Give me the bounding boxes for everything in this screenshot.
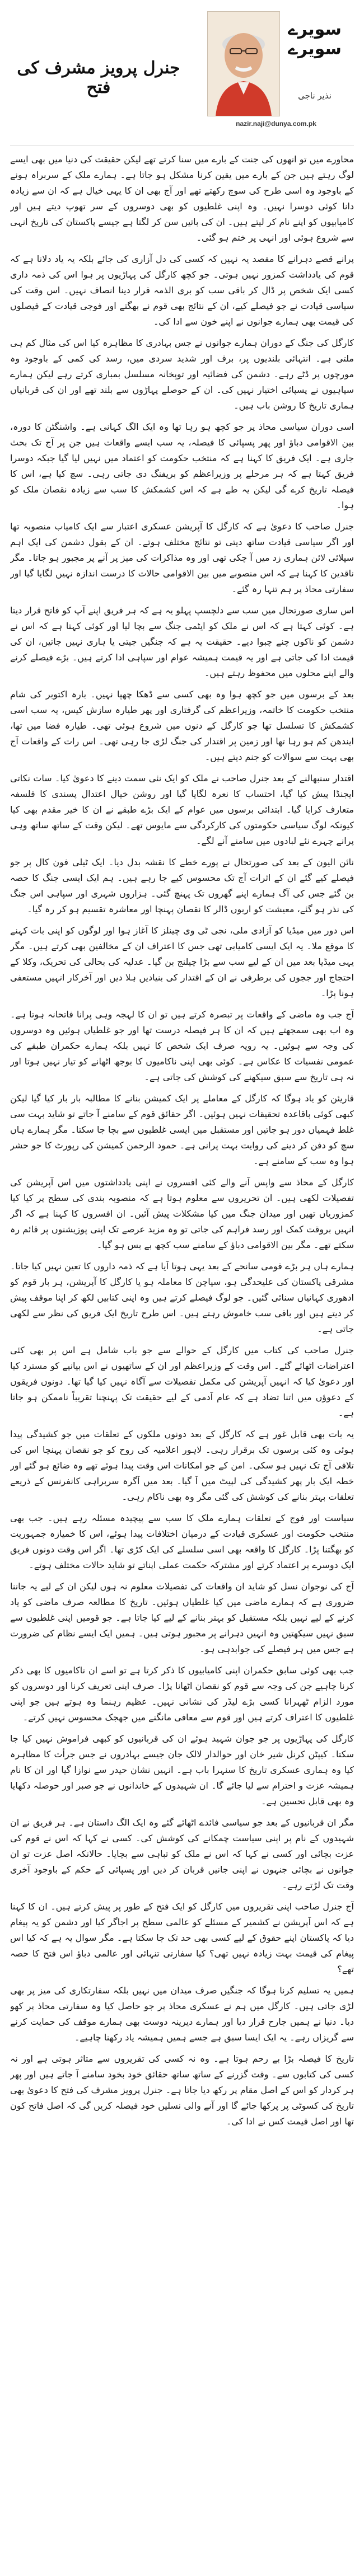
article-paragraph: اسی دوران سیاسی محاذ پر جو کچھ ہو رہا تھا وہ ایک الگ کہانی ہے۔ واشنگٹن کا دورہ، بین الاقوامی دباؤ اور پھر پسپائی کا فیصلہ، یہ سب ایسے واقعات ہیں جن پر آج تک بحث جاری ہے۔ ایک فریق کا کہنا ہے کہ منتخب حکومت کو اعتماد میں نہیں لیا گیا جبکہ دوسرا فریق کہتا ہے کہ ہر مرحلے پر وزیراعظم کو بریفنگ دی جاتی رہی۔ سچ کیا ہے، اس کا فیصلہ تاریخ کرے گی لیکن یہ طے ہے کہ اس کشمکش کا سب سے زیادہ نقصان ملک کو ہوا۔ (10, 421, 354, 510)
article-title: جنرل پرویز مشرف کی فتح (17, 58, 180, 98)
author-email: nazir.naji@dunya.com.pk (236, 120, 316, 128)
column-header (10, 6, 354, 146)
article-paragraph: قاریئن کو یاد ہوگا کہ کارگل کے معاملے پر ایک کمیشن بنانے کا مطالبہ بار بار کیا گیا لیکن کبھی کوئی باقاعدہ تحقیقات نہیں ہوئیں۔ اگر حقائق قوم کے سامنے آ جاتے تو شاید بہت سی غلط فہمیاں دور ہو جاتیں اور مستقبل میں ایسی غلطیوں سے بچا جا سکتا۔ مگر ہمارے ہاں سچ کو دفن کر دینے کی روایت بہت پرانی ہے۔ حمود الرحمن کمیشن کی رپورٹ کا جو حشر ہوا وہ سب کے سامنے ہے۔ (10, 1093, 354, 1166)
article-paragraph: کارگل کی جنگ کے دوران ہمارے جوانوں نے جس بہادری کا مظاہرہ کیا اس کی مثال کم ہی ملتی ہے۔ انتہائی بلندیوں پر، برف اور شدید سردی میں، رسد کی کمی کے باوجود وہ مورچوں پر ڈٹے رہے۔ دشمن کی فضائیہ اور توپخانہ مسلسل بمباری کرتے رہے لیکن ہمارے سپاہیوں نے پسپائی اختیار نہیں کی۔ ان کے حوصلے پہاڑوں سے بلند تھے اور ان کی قربانیاں ہماری تاریخ کا روشن باب ہیں۔ (10, 337, 354, 411)
article-paragraph: محاورے میں تو انھوں کی جنت کے بارے میں سنا کرتے تھے لیکن حقیقت کی دنیا میں بھی ایسے لوگ رہتے ہیں جن کے بارے میں یقین کرنا مشکل ہو جاتا ہے۔ ہمارے ملک کے سربراہ ہونے کے باوجود وہ اسی طرح کی سوچ رکھتے تھے اور آج بھی ان کا یہی خیال ہے کہ ان سے زیادہ دانا کوئی دوسرا نہیں۔ وہ اپنی غلطیوں کو بھی دوسروں کے سر تھوپ دیتے ہیں اور کامیابیوں کو اپنے نام کر لیتے ہیں۔ ان کی باتیں سن کر لگتا ہے جیسے پاکستان کی تاریخ انہی سے شروع ہوئی اور انہی پر ختم ہو گئی۔ (10, 154, 354, 243)
author-portrait (207, 11, 280, 116)
column-name-line2: سویرے (288, 39, 342, 59)
article-paragraph: نائن الیون کے بعد کی صورتحال نے پورے خطے کا نقشہ بدل دیا۔ ایک ٹیلی فون کال پر جو فیصلے کیے گئے ان کے اثرات آج تک محسوس کیے جا رہے ہیں۔ ہم ایک ایسی جنگ کا حصہ بن گئے جس کی آگ ہمارے اپنے گھروں تک پہنچ گئی۔ ہزاروں شہری اور سپاہی اس جنگ کی نذر ہو گئے، معیشت کو اربوں ڈالر کا نقصان پہنچا اور معاشرہ تقسیم ہو کر رہ گیا۔ (10, 857, 354, 914)
author-block (203, 8, 349, 142)
article-paragraph: جنرل صاحب کا دعویٰ ہے کہ کارگل کا آپریشن عسکری اعتبار سے ایک کامیاب منصوبہ تھا اور اگر سیاسی قیادت ساتھ دیتی تو نتائج مختلف ہوتے۔ ان کے بقول دشمن کی ایک اہم سپلائی لائن ہماری زد میں آ چکی تھی اور وہ مذاکرات کی میز پر آنے پر مجبور ہو جاتا۔ مگر ناقدین کا کہنا ہے کہ اس منصوبے میں بین الاقوامی حالات کا درست اندازہ نہیں لگایا گیا اور سفارتی محاذ پر ہم تنہا رہ گئے۔ (10, 521, 354, 594)
article-paragraph: پرانے قصے دہرانے کا مقصد یہ نہیں کہ کسی کی دل آزاری کی جائے بلکہ یہ یاد دلانا ہے کہ قوم کی یادداشت کمزور نہیں ہوتی۔ جو کچھ کارگل کی پہاڑیوں پر ہوا اس کی ذمہ داری کسی ایک شخص پر ڈال کر باقی سب کو بری الذمہ قرار دینا انصاف نہیں۔ اس وقت کی سیاسی قیادت نے جو فیصلے کیے، ان کے نتائج بھی قوم نے بھگتے اور فوجی قیادت کے فیصلوں کی قیمت بھی ہمارے جوانوں نے اپنے خون سے ادا کی۔ (10, 254, 354, 327)
article-paragraph: ہمیں یہ تسلیم کرنا ہوگا کہ جنگیں صرف میدان میں نہیں بلکہ سفارتکاری کی میز پر بھی لڑی جاتی ہیں۔ کارگل میں ہم نے عسکری محاذ پر جو حاصل کیا وہ سفارتی محاذ پر کھو دیا۔ دنیا نے ہمیں جارح قرار دیا اور ہمارے دیرینہ دوست بھی ہمارے موقف کی حمایت کرنے سے گریزاں رہے۔ یہ ایک ایسا سبق ہے جسے ہمیں ہمیشہ یاد رکھنا چاہیے۔ (10, 1985, 354, 2043)
column-name-line1: سویرے (288, 20, 342, 39)
article-paragraph: آج جب وہ ماضی کے واقعات پر تبصرہ کرتے ہیں تو ان کا لہجہ وہی پرانا فاتحانہ ہوتا ہے۔ وہ اب بھی سمجھتے ہیں کہ ان کا ہر فیصلہ درست تھا اور جو غلطیاں ہوئیں وہ دوسروں کی وجہ سے ہوئیں۔ یہ رویہ صرف ایک شخص کا نہیں بلکہ ہمارے حکمران طبقے کی عمومی نفسیات کا عکاس ہے۔ کوئی بھی اپنی ناکامیوں کا بوجھ اٹھانے کو تیار نہیں ہوتا اور نہ ہی تاریخ سے سبق سیکھنے کی کوشش کی جاتی ہے۔ (10, 1009, 354, 1082)
article-paragraph: اقتدار سنبھالنے کے بعد جنرل صاحب نے ملک کو ایک نئی سمت دینے کا دعویٰ کیا۔ سات نکاتی ایجنڈا پیش کیا گیا، احتساب کا نعرہ لگایا گیا اور روشن خیال اعتدال پسندی کا فلسفہ متعارف کرایا گیا۔ ابتدائی برسوں میں عوام کے ایک بڑے طبقے نے ان کا خیر مقدم بھی کیا کیونکہ لوگ سیاسی حکومتوں کی کارکردگی سے مایوس تھے۔ لیکن وقت کے ساتھ ساتھ وہی پرانے چہرے نئے لبادوں میں سامنے آنے لگے۔ (10, 773, 354, 846)
column-name (282, 20, 347, 59)
article-paragraph: آج کی نوجوان نسل کو شاید ان واقعات کی تفصیلات معلوم نہ ہوں لیکن ان کے لیے یہ جاننا ضروری ہے کہ ہمارے ماضی میں کیا غلطیاں ہوئیں۔ تاریخ کا مطالعہ صرف ماضی کو یاد کرنے کے لیے نہیں بلکہ مستقبل کو بہتر بنانے کے لیے کیا جاتا ہے۔ جو قومیں اپنی غلطیوں سے سبق نہیں سیکھتیں وہ انہیں دہرانے پر مجبور ہوتی ہیں۔ ہمیں ایک ایسے نظام کی ضرورت ہے جس میں ہر فیصلے کی جوابدہی ہو۔ (10, 1581, 354, 1654)
article-paragraph: اس ساری صورتحال میں سب سے دلچسپ پہلو یہ ہے کہ ہر فریق اپنے آپ کو فاتح قرار دیتا ہے۔ کوئی کہتا ہے کہ اس نے ملک کو ایٹمی جنگ سے بچا لیا اور کوئی کہتا ہے کہ اس نے دشمن کو ناکوں چنے چبوا دیے۔ حقیقت یہ ہے کہ جنگیں جیتی یا ہاری نہیں جاتیں، ان کی قیمت ادا کی جاتی ہے اور یہ قیمت ہمیشہ عوام اور سپاہی ادا کرتے ہیں۔ بڑے فیصلے کرنے والے اپنے محلوں میں محفوظ رہتے ہیں۔ (10, 605, 354, 678)
article-paragraph: اس دور میں میڈیا کو آزادی ملی، نجی ٹی وی چینلز کا آغاز ہوا اور لوگوں کو اپنی بات کہنے کا موقع ملا۔ یہ ایک ایسی کامیابی تھی جس کا اعتراف ان کے مخالفین بھی کرتے ہیں۔ مگر یہی میڈیا بعد میں ان کے لیے سب سے بڑا چیلنج بن گیا۔ عدلیہ کی بحالی کی تحریک، وکلا کے احتجاج اور ججوں کی برطرفی نے ان کے اقتدار کی بنیادیں ہلا دیں اور آخرکار انہیں مستعفی ہونا پڑا۔ (10, 925, 354, 998)
article-paragraph: مگر ان قربانیوں کے بعد جو سیاسی فائدے اٹھائے گئے وہ ایک الگ داستان ہے۔ ہر فریق نے ان شہیدوں کے نام پر اپنی سیاست چمکانے کی کوشش کی۔ کسی نے کہا کہ اس نے قوم کی عزت بچائی اور کسی نے کہا کہ اس نے ملک کو تباہی سے بچایا۔ حالانکہ اصل عزت تو ان جوانوں نے بچائی جنہوں نے اپنی جانیں قربان کر دیں اور پسپائی کے حکم کے باوجود آخری وقت تک لڑتے رہے۔ (10, 1817, 354, 1890)
article-paragraph: سیاست اور فوج کے تعلقات ہمارے ملک کا سب سے پیچیدہ مسئلہ رہے ہیں۔ جب بھی منتخب حکومت اور عسکری قیادت کے درمیان اختلافات پیدا ہوئے، اس کا خمیازہ جمہوریت کو بھگتنا پڑا۔ کارگل کا واقعہ بھی اسی سلسلے کی ایک کڑی تھا۔ اگر اس وقت دونوں فریق ایک دوسرے پر اعتماد کرتے اور مشترکہ حکمت عملی اپناتے تو شاید حالات مختلف ہوتے۔ (10, 1513, 354, 1570)
article-paragraph: یہ بات بھی قابل غور ہے کہ کارگل کے بعد دونوں ملکوں کے تعلقات میں جو کشیدگی پیدا ہوئی وہ کئی برسوں تک برقرار رہی۔ لاہور اعلامیہ کی روح کو جو نقصان پہنچا اس کی تلافی آج تک نہیں ہو سکی۔ امن کے جو امکانات اس وقت پیدا ہوئے تھے وہ ضائع ہو گئے اور خطہ ایک بار پھر کشیدگی کی لپیٹ میں آ گیا۔ بعد میں آگرہ سربراہی کانفرنس کے ذریعے تعلقات بہتر بنانے کی کوشش کی گئی مگر وہ بھی ناکام رہی۔ (10, 1429, 354, 1502)
article-paragraph: آج جنرل صاحب اپنی تقریروں میں کارگل کو ایک فتح کے طور پر پیش کرتے ہیں۔ ان کا کہنا ہے کہ اس آپریشن نے کشمیر کے مسئلے کو عالمی سطح پر اجاگر کیا اور دشمن کو یہ پیغام دیا کہ پاکستان اپنے حقوق کے لیے کسی بھی حد تک جا سکتا ہے۔ مگر سوال یہ ہے کہ کیا اس پیغام کی قیمت بہت زیادہ نہیں تھی؟ کیا سفارتی تنہائی اور عالمی دباؤ اس فتح کا حصہ تھے؟ (10, 1901, 354, 1974)
author-name: نذیر ناجی (298, 91, 332, 101)
article-paragraph: ہمارے ہاں ہر بڑے قومی سانحے کے بعد یہی ہوتا آیا ہے کہ ذمہ داروں کا تعین نہیں کیا جاتا۔ مشرقی پاکستان کی علیحدگی ہو، سیاچن کا معاملہ ہو یا کارگل کا آپریشن، ہر بار قوم کو ادھوری کہانیاں سنائی گئیں۔ جو لوگ فیصلے کرتے ہیں وہ اپنی کتابیں لکھ کر اپنا موقف پیش کر دیتے ہیں اور باقی سب خاموش رہتے ہیں۔ اس طرح تاریخ ایک فریق کی نظر سے لکھی جاتی ہے۔ (10, 1261, 354, 1334)
article-body (10, 152, 354, 2564)
article-paragraph: جب بھی کوئی سابق حکمران اپنی کامیابیوں کا ذکر کرتا ہے تو اسے ان ناکامیوں کا بھی ذکر کرنا چاہیے جن کی وجہ سے قوم کو نقصان اٹھانا پڑا۔ صرف اپنی تعریف کرنا اور دوسروں کو مورد الزام ٹھہرانا کسی بڑے لیڈر کی نشانی نہیں۔ عظیم رہنما وہ ہوتے ہیں جو اپنی غلطیوں کا اعتراف کرتے ہیں اور قوم سے معافی مانگنے میں جھجک محسوس نہیں کرتے۔ (10, 1665, 354, 1723)
article-paragraph: جنرل صاحب کی کتاب میں کارگل کے حوالے سے جو باب شامل ہے اس پر بھی کئی اعتراضات اٹھائے گئے۔ اس وقت کے وزیراعظم اور ان کے ساتھیوں نے اس بیانیے کو مسترد کیا اور دعویٰ کیا کہ انہیں آپریشن کی مکمل تفصیلات سے آگاہ نہیں کیا گیا تھا۔ دونوں فریقوں کے دعوؤں میں اتنا تضاد ہے کہ عام آدمی کے لیے حقیقت تک پہنچنا تقریباً ناممکن ہو جاتا ہے۔ (10, 1345, 354, 1418)
article-paragraph: کارگل کے محاذ سے واپس آنے والے کئی افسروں نے اپنی یادداشتوں میں اس آپریشن کی تفصیلات لکھی ہیں۔ ان تحریروں سے معلوم ہوتا ہے کہ منصوبہ بندی کی سطح پر کیا کیا کمزوریاں تھیں اور میدان جنگ میں کیا مشکلات پیش آئیں۔ ان افسروں کا کہنا ہے کہ اگر انہیں بروقت کمک اور رسد فراہم کی جاتی تو وہ مزید عرصے تک اپنی پوزیشنوں پر قائم رہ سکتے تھے۔ مگر بین الاقوامی دباؤ کے سامنے سب کچھ بے بس ہو گیا۔ (10, 1177, 354, 1250)
article-paragraph: بعد کے برسوں میں جو کچھ ہوا وہ بھی کسی سے ڈھکا چھپا نہیں۔ بارہ اکتوبر کی شام منتخب حکومت کا خاتمہ، وزیراعظم کی گرفتاری اور پھر طیارہ سازش کیس، یہ سب اسی کشمکش کا تسلسل تھا جو کارگل کے دنوں میں شروع ہوئی تھی۔ طیارہ فضا میں تھا، ایندھن کم ہو رہا تھا اور زمین پر اقتدار کی جنگ لڑی جا رہی تھی۔ اس رات کے واقعات آج بھی بہت سے سوالات کو جنم دیتے ہیں۔ (10, 689, 354, 762)
article-paragraph: کارگل کی پہاڑیوں پر جو جوان شہید ہوئے ان کی قربانیوں کو کبھی فراموش نہیں کیا جا سکتا۔ کیپٹن کرنل شیر خان اور حوالدار لالک جان جیسے بہادروں نے جس جرأت کا مظاہرہ کیا وہ ہماری عسکری تاریخ کا سنہرا باب ہے۔ انہیں نشان حیدر سے نوازا گیا اور ان کا نام ہمیشہ عزت و احترام سے لیا جائے گا۔ ان شہیدوں کے خاندانوں نے جو صبر اور حوصلہ دکھایا وہ بھی قابل تحسین ہے۔ (10, 1733, 354, 1807)
author-photo (208, 12, 279, 116)
article-paragraph: تاریخ کا فیصلہ بڑا بے رحم ہوتا ہے۔ وہ نہ کسی کی تقریروں سے متاثر ہوتی ہے اور نہ کسی کی کتابوں سے۔ وقت گزرنے کے ساتھ ساتھ حقائق خود بخود سامنے آ جاتے ہیں اور پھر ہر کردار کو اس کے اصل مقام پر رکھ دیا جاتا ہے۔ جنرل پرویز مشرف کی فتح کا دعویٰ بھی تاریخ کی کسوٹی پر پرکھا جائے گا اور آنے والی نسلیں خود فیصلہ کریں گی کہ اصل فاتح کون تھا اور اصل قیمت کس نے ادا کی۔ (10, 2053, 354, 2127)
